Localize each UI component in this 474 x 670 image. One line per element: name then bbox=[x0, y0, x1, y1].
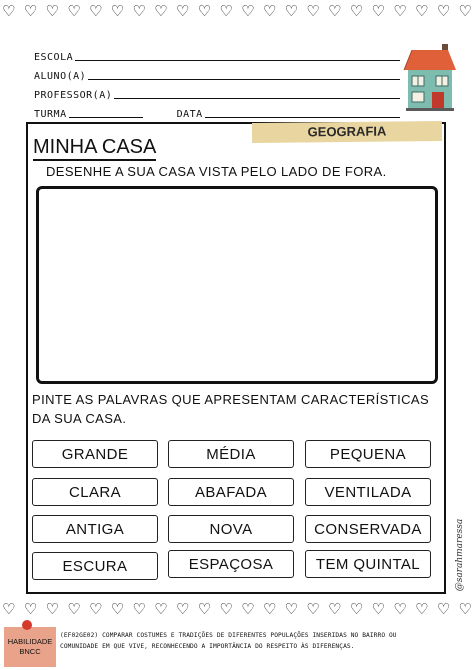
heart-icon: ♡ bbox=[197, 600, 212, 618]
word-box[interactable]: GRANDE bbox=[32, 440, 158, 468]
heart-icon: ♡ bbox=[23, 2, 38, 20]
heart-icon: ♡ bbox=[154, 2, 168, 20]
heart-icon: ♡ bbox=[88, 600, 103, 618]
badge-line1: HABILIDADE bbox=[7, 637, 53, 646]
heart-icon: ♡ bbox=[241, 2, 255, 20]
heart-icon: ♡ bbox=[328, 600, 342, 618]
date-label: DATA bbox=[176, 109, 203, 120]
student-field[interactable] bbox=[88, 79, 400, 80]
teacher-label: PROFESSOR(A) bbox=[34, 90, 113, 101]
class-date-row bbox=[34, 101, 400, 120]
heart-icon: ♡ bbox=[262, 600, 277, 618]
heart-icon: ♡ bbox=[371, 2, 385, 20]
heart-icon: ♡ bbox=[219, 600, 233, 618]
word-box[interactable]: CONSERVADA bbox=[305, 515, 431, 543]
school-row bbox=[34, 44, 400, 63]
word-box[interactable]: PEQUENA bbox=[305, 440, 431, 468]
heart-icon: ♡ bbox=[393, 2, 407, 20]
subject-label: GEOGRAFIA bbox=[307, 123, 387, 140]
heart-icon: ♡ bbox=[458, 2, 472, 20]
student-label: ALUNO(A) bbox=[34, 71, 87, 82]
word-box[interactable]: NOVA bbox=[168, 515, 294, 543]
heart-icon: ♡ bbox=[23, 600, 38, 618]
heart-icon: ♡ bbox=[306, 2, 320, 20]
skill-line2: COMUNIDADE EM QUE VIVE, RECONHECENDO A IMPORTÂNCIA DO RESPEITO ÀS DIFERENÇAS. bbox=[60, 643, 355, 650]
word-box[interactable]: TEM QUINTAL bbox=[305, 550, 431, 578]
heart-icon: ♡ bbox=[306, 600, 320, 618]
heart-icon: ♡ bbox=[67, 600, 81, 618]
student-row bbox=[34, 63, 400, 82]
heart-icon: ♡ bbox=[88, 2, 103, 20]
teacher-field[interactable] bbox=[114, 98, 400, 99]
heart-icon: ♡ bbox=[262, 2, 277, 20]
pushpin-icon bbox=[22, 620, 32, 630]
skill-description bbox=[60, 630, 470, 652]
draw-instruction: DESENHE A SUA CASA VISTA PELO LADO DE FORA. bbox=[46, 164, 387, 179]
top-heart-border bbox=[0, 2, 474, 20]
heart-icon: ♡ bbox=[2, 2, 16, 20]
bottom-heart-border bbox=[0, 600, 474, 618]
heart-icon: ♡ bbox=[414, 2, 429, 20]
heart-icon: ♡ bbox=[110, 2, 125, 20]
heart-icon: ♡ bbox=[241, 600, 255, 618]
heart-icon: ♡ bbox=[328, 2, 342, 20]
word-box[interactable]: MÉDIA bbox=[168, 440, 294, 468]
date-field[interactable] bbox=[205, 117, 400, 118]
heart-icon: ♡ bbox=[132, 600, 146, 618]
heart-icon: ♡ bbox=[284, 600, 298, 618]
heart-icon: ♡ bbox=[2, 600, 16, 618]
heart-icon: ♡ bbox=[67, 2, 81, 20]
page-title: MINHA CASA bbox=[33, 136, 156, 161]
heart-icon: ♡ bbox=[349, 2, 364, 20]
word-box[interactable]: VENTILADA bbox=[305, 478, 431, 506]
skill-line1: (EF02GE02) COMPARAR COSTUMES E TRADIÇÕES DE DIFERENTES POPULAÇÕES INSERIDAS NO BAIRRO OU bbox=[60, 632, 397, 639]
teacher-row bbox=[34, 82, 400, 101]
house-icon bbox=[402, 40, 458, 112]
heart-icon: ♡ bbox=[436, 600, 451, 618]
paint-instruction: PINTE AS PALAVRAS QUE APRESENTAM CARACTERÍSTICAS DA SUA CASA. bbox=[32, 392, 430, 426]
class-field[interactable] bbox=[69, 117, 143, 118]
heart-icon: ♡ bbox=[414, 600, 429, 618]
heart-icon: ♡ bbox=[371, 600, 385, 618]
word-box[interactable]: ESCURA bbox=[32, 552, 158, 580]
subject-tape bbox=[252, 121, 442, 143]
heart-icon: ♡ bbox=[154, 600, 168, 618]
heart-icon: ♡ bbox=[284, 2, 298, 20]
author-signature bbox=[448, 520, 470, 600]
heart-icon: ♡ bbox=[349, 600, 364, 618]
school-label: ESCOLA bbox=[34, 52, 74, 63]
drawing-area[interactable] bbox=[36, 186, 438, 384]
heart-icon: ♡ bbox=[197, 2, 212, 20]
word-box[interactable]: ESPAÇOSA bbox=[168, 550, 294, 578]
word-box[interactable]: CLARA bbox=[32, 478, 158, 506]
school-field[interactable] bbox=[75, 60, 400, 61]
class-label: TURMA bbox=[34, 109, 67, 120]
word-box[interactable]: ANTIGA bbox=[32, 515, 158, 543]
heart-icon: ♡ bbox=[219, 2, 233, 20]
heart-icon: ♡ bbox=[436, 2, 451, 20]
heart-icon: ♡ bbox=[132, 2, 146, 20]
heart-icon: ♡ bbox=[175, 2, 190, 20]
heart-icon: ♡ bbox=[110, 600, 125, 618]
word-box[interactable]: ABAFADA bbox=[168, 478, 294, 506]
bncc-badge bbox=[4, 627, 56, 667]
heart-icon: ♡ bbox=[45, 2, 59, 20]
badge-line2: BNCC bbox=[19, 647, 41, 656]
heart-icon: ♡ bbox=[393, 600, 407, 618]
heart-icon: ♡ bbox=[175, 600, 190, 618]
signature-text: @sarahmaressa bbox=[455, 518, 465, 592]
heart-icon: ♡ bbox=[458, 600, 472, 618]
header-form bbox=[34, 44, 400, 120]
heart-icon: ♡ bbox=[45, 600, 59, 618]
